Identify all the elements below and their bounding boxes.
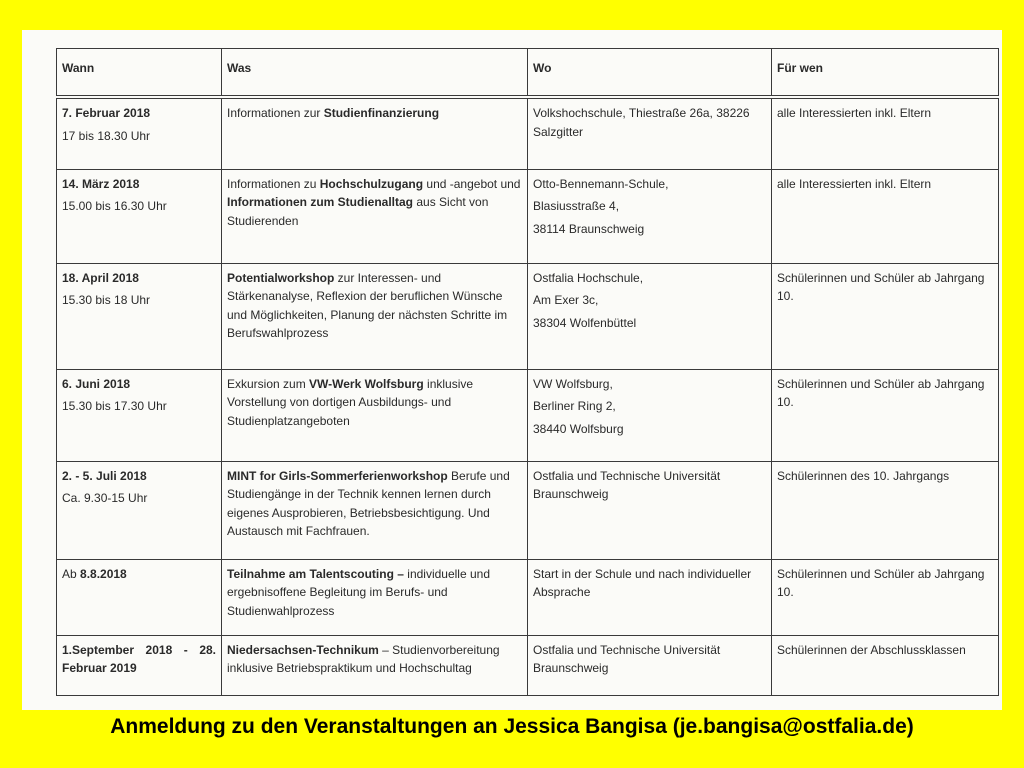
event-time: Ca. 9.30-15 Uhr xyxy=(62,491,148,506)
cell-what xyxy=(222,559,528,635)
cell-when xyxy=(57,635,222,695)
cell-what xyxy=(222,369,528,461)
what-highlight: Niedersachsen-Technikum xyxy=(227,642,379,657)
what-text: zur Interessen- und Stärkenanalyse, Reflexion der beruflichen Wünsche und Möglichkeiten, Planung der nächsten Schritte im Berufswahlprozess xyxy=(227,270,508,341)
event-date: 8.8.2018 xyxy=(80,566,127,581)
cell-where xyxy=(528,369,772,461)
where-line: Ostfalia Hochschule, xyxy=(533,270,644,285)
where-line: 38304 Wolfenbüttel xyxy=(533,315,637,330)
scanned-document xyxy=(22,30,1002,710)
where-line: Berliner Ring 2, xyxy=(533,399,616,414)
what-text: inklusive Vorstellung von dortigen Ausbildungs- und Studienplatzangeboten xyxy=(227,376,474,428)
table-row xyxy=(57,263,999,369)
where-line: Otto-Bennemann-Schule, xyxy=(533,176,669,191)
table-row xyxy=(57,369,999,461)
table-row xyxy=(57,461,999,559)
cell-where xyxy=(528,461,772,559)
cell-who: alle Interessierten inkl. Eltern xyxy=(772,169,999,263)
where-line: 38440 Wolfsburg xyxy=(533,421,624,436)
event-date: 14. März 2018 xyxy=(62,176,140,191)
cell-what xyxy=(222,635,528,695)
header-when: Wann xyxy=(57,49,222,98)
cell-where xyxy=(528,97,772,169)
cell-where xyxy=(528,169,772,263)
cell-where xyxy=(528,263,772,369)
what-highlight: Potentialworkshop xyxy=(227,270,335,285)
table-header-row xyxy=(57,49,999,98)
cell-what xyxy=(222,461,528,559)
event-time: 15.30 bis 18 Uhr xyxy=(62,293,151,308)
what-highlight: VW-Werk Wolfsburg xyxy=(309,376,424,391)
where-line: Volkshochschule, Thiestraße 26a, 38226 Salzgitter xyxy=(533,106,750,139)
what-text: Informationen zu xyxy=(227,176,320,191)
table-row xyxy=(57,97,999,169)
where-line: Ostfalia und Technische Universität Braunschweig xyxy=(533,468,721,502)
what-text: Exkursion zum xyxy=(227,376,310,391)
cell-when xyxy=(57,369,222,461)
what-text: aus Sicht von Studierenden xyxy=(227,195,489,228)
event-date: 1.September 2018 - 28. Februar 2019 xyxy=(62,642,216,676)
event-date: 7. Februar 2018 xyxy=(62,106,151,120)
where-line: 38114 Braunschweig xyxy=(533,221,645,236)
cell-what xyxy=(222,169,528,263)
cell-when xyxy=(57,461,222,559)
what-text: – Studienvorbereitung inklusive Betriebspraktikum und Hochschultag xyxy=(227,642,500,676)
events-table xyxy=(56,48,999,696)
event-date: 6. Juni 2018 xyxy=(62,376,131,391)
what-highlight: MINT for Girls-Sommerferienworkshop xyxy=(227,468,448,483)
event-date-prefix: Ab xyxy=(62,566,81,581)
where-line: Blasiusstraße 4, xyxy=(533,199,620,214)
event-time: 15.30 bis 17.30 Uhr xyxy=(62,399,167,414)
cell-where xyxy=(528,559,772,635)
what-text: und -angebot und xyxy=(423,176,521,191)
where-line: VW Wolfsburg, xyxy=(533,376,613,391)
cell-what xyxy=(222,263,528,369)
cell-when xyxy=(57,97,222,169)
event-date: 2. - 5. Juli 2018 xyxy=(62,468,147,483)
cell-who: Schülerinnen und Schüler ab Jahrgang 10. xyxy=(772,263,999,369)
cell-who: alle Interessierten inkl. Eltern xyxy=(772,97,999,169)
what-text: Informationen zur xyxy=(227,106,324,120)
table-row xyxy=(57,635,999,695)
registration-footer: Anmeldung zu den Veranstaltungen an Jessica Bangisa (je.bangisa@ostfalia.de) xyxy=(110,715,914,738)
where-line: Start in der Schule und nach individueller Absprache xyxy=(533,566,752,600)
header-where: Wo xyxy=(528,49,772,98)
cell-who: Schülerinnen und Schüler ab Jahrgang 10. xyxy=(772,559,999,635)
cell-when xyxy=(57,169,222,263)
what-highlight: Teilnahme am Talentscouting – xyxy=(227,566,404,581)
cell-who: Schülerinnen der Abschlussklassen xyxy=(772,635,999,695)
cell-when xyxy=(57,263,222,369)
where-line: Ostfalia und Technische Universität Braunschweig xyxy=(533,642,721,676)
what-text: individuelle und ergebnisoffene Begleitung im Berufs- und Studienwahlprozess xyxy=(227,566,490,618)
event-time: 15.00 bis 16.30 Uhr xyxy=(62,199,167,214)
header-what: Was xyxy=(222,49,528,98)
table-row xyxy=(57,169,999,263)
what-highlight: Informationen zum Studienalltag xyxy=(227,195,414,210)
event-date: 18. April 2018 xyxy=(62,270,139,285)
cell-who: Schülerinnen des 10. Jahrgangs xyxy=(772,461,999,559)
event-time: 17 bis 18.30 Uhr xyxy=(62,128,151,143)
cell-where xyxy=(528,635,772,695)
what-highlight: Hochschulzugang xyxy=(319,176,424,191)
cell-when xyxy=(57,559,222,635)
event-date-line xyxy=(62,565,216,584)
where-line: Am Exer 3c, xyxy=(533,293,599,308)
header-who: Für wen xyxy=(772,49,999,98)
what-text: Berufe und Studiengänge in der Technik kennen lernen durch eigenes Ausprobieren, Betriebsbesichtigung. Und Austausch mit Fachfrauen. xyxy=(227,468,510,539)
cell-who: Schülerinnen und Schüler ab Jahrgang 10. xyxy=(772,369,999,461)
table-row xyxy=(57,559,999,635)
what-highlight: Studienfinanzierung xyxy=(323,106,440,120)
cell-what xyxy=(222,97,528,169)
